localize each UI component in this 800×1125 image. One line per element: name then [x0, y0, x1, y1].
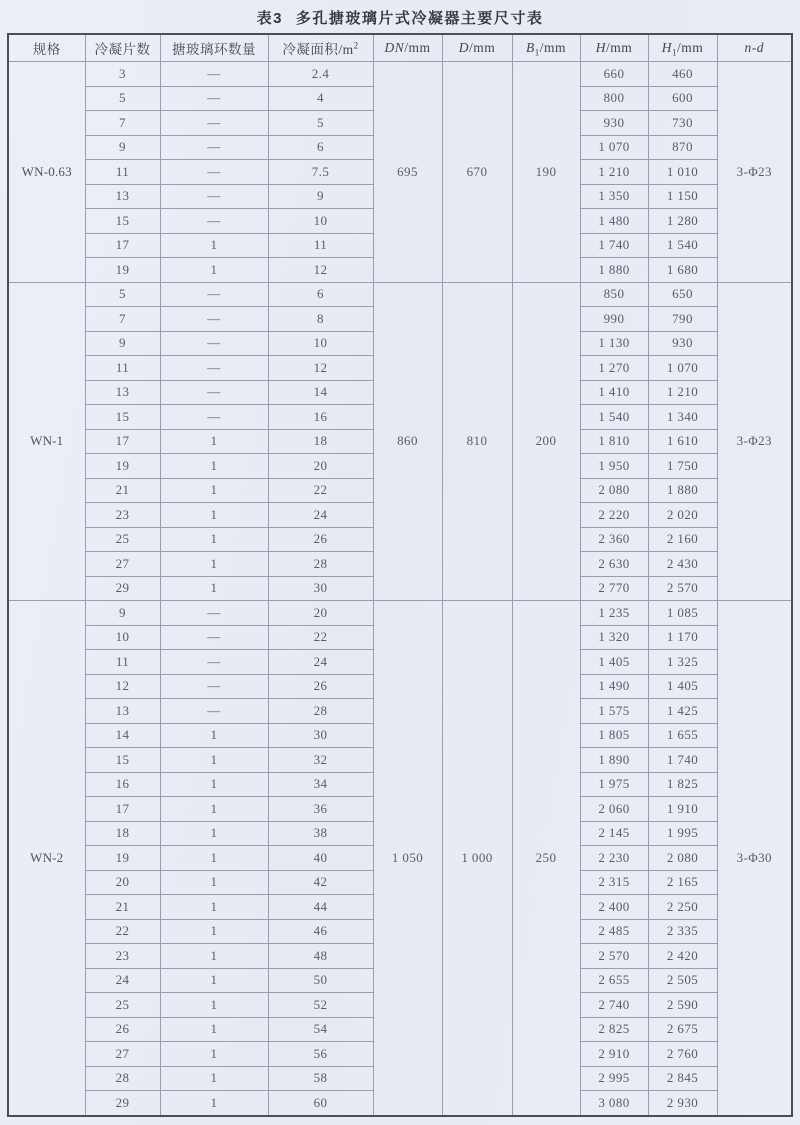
- cell-h1: 1 750: [648, 454, 717, 479]
- cell-plates: 9: [85, 601, 160, 626]
- cell-rings: 1: [160, 552, 268, 577]
- cell-h: 1 950: [580, 454, 648, 479]
- cell-h1: 2 930: [648, 1091, 717, 1116]
- cell-h: 2 630: [580, 552, 648, 577]
- cell-rings: —: [160, 650, 268, 675]
- cell-rings: —: [160, 699, 268, 724]
- cell-area: 24: [268, 503, 373, 528]
- cell-h1: 2 845: [648, 1066, 717, 1091]
- cell-b1: 250: [512, 601, 580, 1116]
- cell-plates: 5: [85, 282, 160, 307]
- cell-h1: 1 405: [648, 674, 717, 699]
- cell-h: 2 080: [580, 478, 648, 503]
- cell-h: 1 480: [580, 209, 648, 234]
- cell-h1: 1 010: [648, 160, 717, 185]
- cell-h: 2 315: [580, 870, 648, 895]
- cell-d: 810: [442, 282, 512, 601]
- cell-rings: —: [160, 674, 268, 699]
- cell-nd: 3-Φ30: [717, 601, 792, 1116]
- cell-rings: 1: [160, 870, 268, 895]
- cell-area: 24: [268, 650, 373, 675]
- cell-plates: 9: [85, 135, 160, 160]
- cell-area: 9: [268, 184, 373, 209]
- cell-plates: 23: [85, 503, 160, 528]
- cell-rings: 1: [160, 772, 268, 797]
- cell-h: 1 270: [580, 356, 648, 381]
- cell-plates: 19: [85, 258, 160, 283]
- cell-h: 1 490: [580, 674, 648, 699]
- cell-h: 2 360: [580, 527, 648, 552]
- column-header-dn: DN/mm: [373, 34, 442, 62]
- cell-rings: —: [160, 625, 268, 650]
- cell-area: 50: [268, 968, 373, 993]
- column-header-area: 冷凝面积$/m^2$: [268, 34, 373, 62]
- table-row: [8, 62, 792, 87]
- cell-h1: 730: [648, 111, 717, 136]
- cell-rings: —: [160, 356, 268, 381]
- cell-area: 60: [268, 1091, 373, 1116]
- cell-rings: —: [160, 601, 268, 626]
- cell-area: 12: [268, 258, 373, 283]
- cell-area: 10: [268, 209, 373, 234]
- cell-h: 1 210: [580, 160, 648, 185]
- cell-area: 28: [268, 699, 373, 724]
- cell-h: 1 350: [580, 184, 648, 209]
- cell-rings: —: [160, 209, 268, 234]
- cell-h: 2 400: [580, 895, 648, 920]
- cell-h1: 2 570: [648, 576, 717, 601]
- cell-area: 26: [268, 527, 373, 552]
- cell-h: 1 405: [580, 650, 648, 675]
- cell-plates: 19: [85, 846, 160, 871]
- table-title-text: 多孔搪玻璃片式冷凝器主要尺寸表: [295, 10, 544, 27]
- cell-h1: 1 540: [648, 233, 717, 258]
- cell-h: 850: [580, 282, 648, 307]
- cell-h1: 2 675: [648, 1017, 717, 1042]
- cell-rings: —: [160, 160, 268, 185]
- cell-area: 38: [268, 821, 373, 846]
- cell-area: 8: [268, 307, 373, 332]
- header-row: [8, 34, 792, 62]
- cell-h: 2 060: [580, 797, 648, 822]
- cell-h: 2 910: [580, 1042, 648, 1067]
- cell-h1: 1 280: [648, 209, 717, 234]
- cell-area: 5: [268, 111, 373, 136]
- cell-h1: 2 420: [648, 944, 717, 969]
- column-header-rings: 搪玻璃环数量: [160, 34, 268, 62]
- cell-plates: 19: [85, 454, 160, 479]
- cell-plates: 27: [85, 552, 160, 577]
- cell-rings: —: [160, 184, 268, 209]
- cell-area: 12: [268, 356, 373, 381]
- cell-dn: 1 050: [373, 601, 442, 1116]
- cell-plates: 29: [85, 1091, 160, 1116]
- cell-area: 20: [268, 601, 373, 626]
- column-header-spec: 规格: [8, 34, 85, 62]
- cell-rings: 1: [160, 895, 268, 920]
- cell-plates: 17: [85, 429, 160, 454]
- cell-plates: 28: [85, 1066, 160, 1091]
- cell-h1: 2 160: [648, 527, 717, 552]
- cell-rings: —: [160, 405, 268, 430]
- column-header-nd: n-d: [717, 34, 792, 62]
- column-header-h1: $H_1/mm$: [648, 34, 717, 62]
- cell-b1: 200: [512, 282, 580, 601]
- cell-rings: —: [160, 331, 268, 356]
- cell-nd: 3-Φ23: [717, 62, 792, 283]
- column-header-plates: 冷凝片数: [85, 34, 160, 62]
- cell-rings: 1: [160, 944, 268, 969]
- cell-plates: 17: [85, 233, 160, 258]
- cell-h: 2 825: [580, 1017, 648, 1042]
- cell-h: 2 220: [580, 503, 648, 528]
- cell-area: 22: [268, 625, 373, 650]
- cell-rings: 1: [160, 723, 268, 748]
- cell-plates: 26: [85, 1017, 160, 1042]
- cell-rings: —: [160, 135, 268, 160]
- cell-plates: 24: [85, 968, 160, 993]
- cell-h: 1 540: [580, 405, 648, 430]
- cell-h: 2 145: [580, 821, 648, 846]
- cell-rings: —: [160, 86, 268, 111]
- cell-h1: 1 610: [648, 429, 717, 454]
- cell-h1: 2 590: [648, 993, 717, 1018]
- cell-rings: 1: [160, 503, 268, 528]
- cell-area: 2.4: [268, 62, 373, 87]
- cell-rings: 1: [160, 797, 268, 822]
- cell-h: 2 485: [580, 919, 648, 944]
- cell-h: 990: [580, 307, 648, 332]
- cell-area: 6: [268, 282, 373, 307]
- cell-rings: 1: [160, 576, 268, 601]
- cell-plates: 18: [85, 821, 160, 846]
- cell-area: 4: [268, 86, 373, 111]
- cell-rings: 1: [160, 993, 268, 1018]
- cell-rings: 1: [160, 919, 268, 944]
- cell-nd: 3-Φ23: [717, 282, 792, 601]
- cell-plates: 11: [85, 356, 160, 381]
- cell-plates: 17: [85, 797, 160, 822]
- cell-plates: 15: [85, 748, 160, 773]
- cell-area: 20: [268, 454, 373, 479]
- cell-h1: 1 085: [648, 601, 717, 626]
- cell-plates: 23: [85, 944, 160, 969]
- table-row: [8, 282, 792, 307]
- cell-h: 2 770: [580, 576, 648, 601]
- cell-h: 2 740: [580, 993, 648, 1018]
- cell-plates: 9: [85, 331, 160, 356]
- cell-rings: 1: [160, 821, 268, 846]
- table-row: [8, 601, 792, 626]
- cell-h1: 790: [648, 307, 717, 332]
- cell-plates: 27: [85, 1042, 160, 1067]
- cell-plates: 3: [85, 62, 160, 87]
- cell-h1: 2 165: [648, 870, 717, 895]
- column-header-b1: $B_1/mm$: [512, 34, 580, 62]
- cell-rings: 1: [160, 454, 268, 479]
- cell-h: 930: [580, 111, 648, 136]
- cell-area: 40: [268, 846, 373, 871]
- cell-h1: 2 080: [648, 846, 717, 871]
- cell-plates: 11: [85, 160, 160, 185]
- cell-rings: 1: [160, 527, 268, 552]
- cell-h: 1 320: [580, 625, 648, 650]
- cell-h1: 1 655: [648, 723, 717, 748]
- cell-h1: 1 070: [648, 356, 717, 381]
- cell-rings: 1: [160, 233, 268, 258]
- cell-area: 11: [268, 233, 373, 258]
- cell-h: 1 805: [580, 723, 648, 748]
- cell-area: 26: [268, 674, 373, 699]
- cell-plates: 15: [85, 209, 160, 234]
- cell-plates: 21: [85, 478, 160, 503]
- cell-h1: 1 425: [648, 699, 717, 724]
- cell-rings: 1: [160, 478, 268, 503]
- cell-h1: 870: [648, 135, 717, 160]
- column-header-d: D/mm: [442, 34, 512, 62]
- cell-rings: —: [160, 307, 268, 332]
- cell-h1: 650: [648, 282, 717, 307]
- table-title: [0, 0, 800, 28]
- cell-area: 46: [268, 919, 373, 944]
- cell-h: 800: [580, 86, 648, 111]
- cell-h1: 1 210: [648, 380, 717, 405]
- cell-area: 44: [268, 895, 373, 920]
- cell-dn: 860: [373, 282, 442, 601]
- cell-plates: 20: [85, 870, 160, 895]
- cell-h1: 1 170: [648, 625, 717, 650]
- cell-rings: 1: [160, 968, 268, 993]
- cell-area: 42: [268, 870, 373, 895]
- cell-area: 36: [268, 797, 373, 822]
- cell-plates: 5: [85, 86, 160, 111]
- cell-h1: 2 020: [648, 503, 717, 528]
- cell-h1: 1 680: [648, 258, 717, 283]
- cell-h: 1 890: [580, 748, 648, 773]
- cell-rings: 1: [160, 258, 268, 283]
- cell-plates: 11: [85, 650, 160, 675]
- cell-area: 7.5: [268, 160, 373, 185]
- cell-rings: —: [160, 111, 268, 136]
- cell-h1: 600: [648, 86, 717, 111]
- cell-spec: WN-1: [8, 282, 85, 601]
- cell-h1: 1 880: [648, 478, 717, 503]
- cell-plates: 12: [85, 674, 160, 699]
- cell-rings: 1: [160, 1091, 268, 1116]
- cell-area: 14: [268, 380, 373, 405]
- cell-plates: 13: [85, 380, 160, 405]
- cell-h1: 2 505: [648, 968, 717, 993]
- cell-plates: 21: [85, 895, 160, 920]
- table-number: 表3: [256, 10, 283, 27]
- cell-h: 1 130: [580, 331, 648, 356]
- cell-h: 1 975: [580, 772, 648, 797]
- cell-h1: 1 910: [648, 797, 717, 822]
- cell-area: 48: [268, 944, 373, 969]
- cell-h: 1 810: [580, 429, 648, 454]
- cell-h1: 1 150: [648, 184, 717, 209]
- cell-plates: 13: [85, 184, 160, 209]
- cell-plates: 7: [85, 307, 160, 332]
- cell-rings: 1: [160, 429, 268, 454]
- cell-area: 22: [268, 478, 373, 503]
- cell-area: 56: [268, 1042, 373, 1067]
- cell-area: 52: [268, 993, 373, 1018]
- cell-rings: 1: [160, 1066, 268, 1091]
- cell-b1: 190: [512, 62, 580, 283]
- cell-plates: 25: [85, 527, 160, 552]
- cell-h1: 1 740: [648, 748, 717, 773]
- cell-area: 6: [268, 135, 373, 160]
- cell-dn: 695: [373, 62, 442, 283]
- cell-h1: 2 335: [648, 919, 717, 944]
- cell-area: 16: [268, 405, 373, 430]
- cell-h1: 1 995: [648, 821, 717, 846]
- cell-h1: 2 430: [648, 552, 717, 577]
- cell-plates: 15: [85, 405, 160, 430]
- cell-area: 34: [268, 772, 373, 797]
- dimensions-table: [7, 33, 793, 1117]
- cell-h: 2 230: [580, 846, 648, 871]
- cell-h1: 1 325: [648, 650, 717, 675]
- cell-plates: 29: [85, 576, 160, 601]
- cell-area: 30: [268, 723, 373, 748]
- cell-spec: WN-0.63: [8, 62, 85, 283]
- cell-h: 1 410: [580, 380, 648, 405]
- cell-area: 28: [268, 552, 373, 577]
- cell-h: 3 080: [580, 1091, 648, 1116]
- cell-area: 18: [268, 429, 373, 454]
- cell-h: 1 235: [580, 601, 648, 626]
- cell-plates: 14: [85, 723, 160, 748]
- cell-rings: 1: [160, 748, 268, 773]
- cell-rings: —: [160, 380, 268, 405]
- cell-h: 1 575: [580, 699, 648, 724]
- cell-rings: —: [160, 62, 268, 87]
- cell-h: 1 070: [580, 135, 648, 160]
- cell-area: 32: [268, 748, 373, 773]
- cell-h: 1 880: [580, 258, 648, 283]
- cell-h1: 2 250: [648, 895, 717, 920]
- cell-h: 1 740: [580, 233, 648, 258]
- cell-h: 2 995: [580, 1066, 648, 1091]
- cell-plates: 10: [85, 625, 160, 650]
- cell-rings: —: [160, 282, 268, 307]
- cell-plates: 22: [85, 919, 160, 944]
- cell-h: 660: [580, 62, 648, 87]
- cell-area: 10: [268, 331, 373, 356]
- cell-area: 30: [268, 576, 373, 601]
- cell-spec: WN-2: [8, 601, 85, 1116]
- cell-h1: 930: [648, 331, 717, 356]
- cell-h1: 2 760: [648, 1042, 717, 1067]
- cell-plates: 13: [85, 699, 160, 724]
- cell-h: 2 655: [580, 968, 648, 993]
- cell-h1: 460: [648, 62, 717, 87]
- cell-area: 54: [268, 1017, 373, 1042]
- cell-rings: 1: [160, 1017, 268, 1042]
- column-header-h: H/mm: [580, 34, 648, 62]
- cell-area: 58: [268, 1066, 373, 1091]
- cell-d: 1 000: [442, 601, 512, 1116]
- cell-plates: 16: [85, 772, 160, 797]
- cell-h1: 1 340: [648, 405, 717, 430]
- cell-h: 2 570: [580, 944, 648, 969]
- cell-rings: 1: [160, 846, 268, 871]
- cell-plates: 25: [85, 993, 160, 1018]
- cell-d: 670: [442, 62, 512, 283]
- cell-h1: 1 825: [648, 772, 717, 797]
- cell-plates: 7: [85, 111, 160, 136]
- cell-rings: 1: [160, 1042, 268, 1067]
